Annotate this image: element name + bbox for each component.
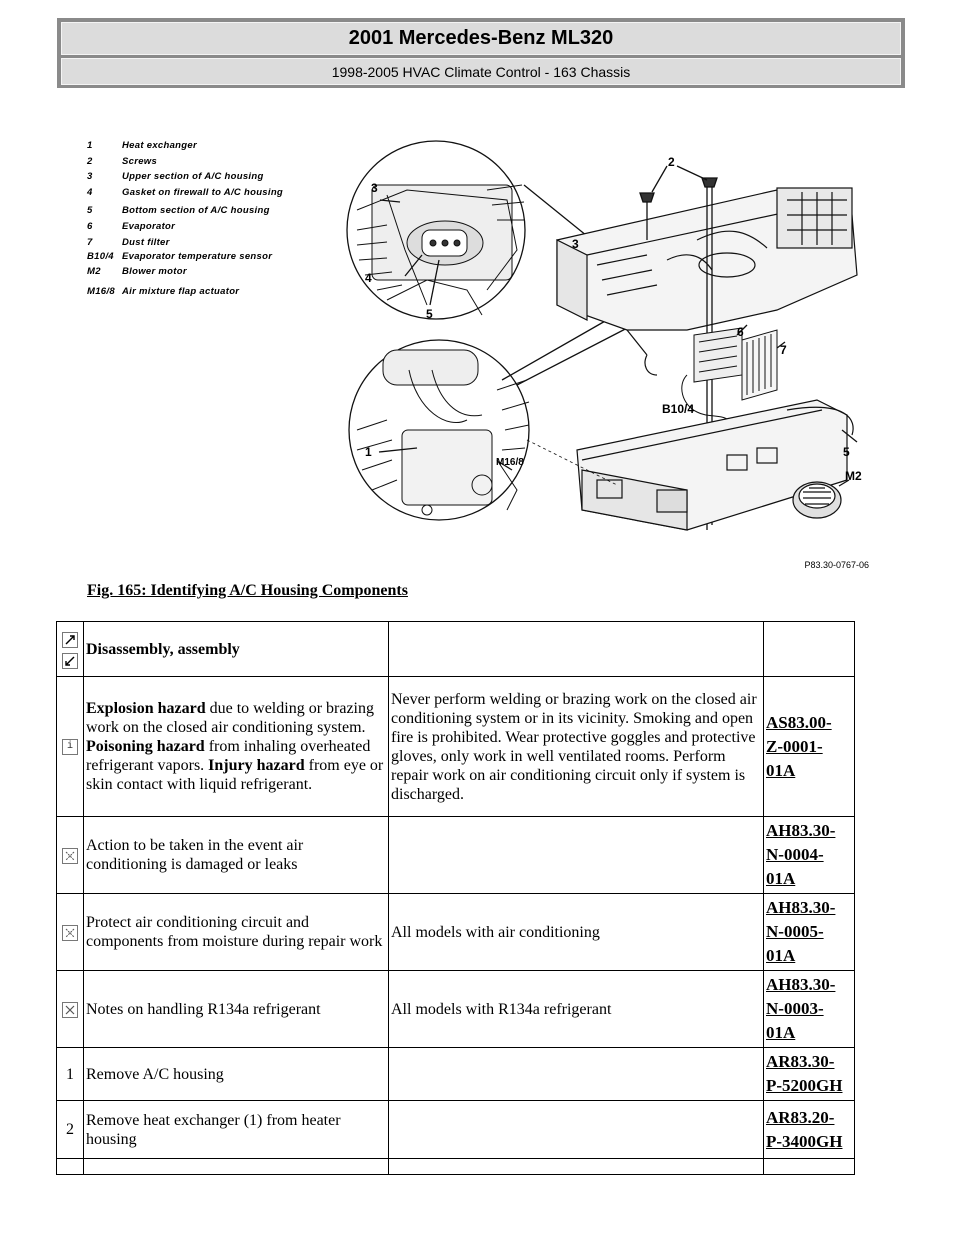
callout-4: 4 bbox=[365, 271, 372, 285]
callout-7: 7 bbox=[780, 343, 787, 357]
step-text: Remove A/C housing bbox=[84, 1048, 389, 1101]
reference-link[interactable]: AH83.30- N-0005- 01A bbox=[764, 894, 855, 971]
document-subtitle: 1998-2005 HVAC Climate Control - 163 Chassis bbox=[61, 58, 901, 85]
note-applies: All models with air conditioning bbox=[389, 894, 764, 971]
callout-b10-4: B10/4 bbox=[662, 402, 695, 416]
reference-link[interactable]: AS83.00- Z-0001- 01A bbox=[764, 677, 855, 817]
figure-reference-code: P83.30-0767-06 bbox=[804, 560, 869, 570]
step-number: 1 bbox=[57, 1048, 84, 1101]
step-number: 2 bbox=[57, 1101, 84, 1159]
document-title: 2001 Mercedes-Benz ML320 bbox=[61, 22, 901, 55]
collapse-arrow-icon[interactable] bbox=[62, 653, 78, 669]
warning-text: Explosion hazard due to welding or brazing work on the closed air conditioning system. Poisoning hazard from inhaling overheated refrigerant vapors. Injury hazard from eye or skin contact with liquid refrigerant. bbox=[84, 677, 389, 817]
expand-arrow-icon[interactable] bbox=[62, 632, 78, 648]
reference-link[interactable]: AH83.30- N-0004- 01A bbox=[764, 817, 855, 894]
table-row bbox=[57, 1159, 855, 1175]
table-header-row bbox=[57, 622, 855, 677]
note-applies: All models with R134a refrigerant bbox=[389, 971, 764, 1048]
step-row bbox=[57, 1048, 855, 1101]
note-text: Action to be taken in the event air conditioning is damaged or leaks bbox=[84, 817, 389, 894]
callout-3-inset: 3 bbox=[371, 181, 378, 195]
callout-6: 6 bbox=[737, 325, 744, 339]
procedure-table bbox=[56, 621, 855, 1175]
warning-instruction: Never perform welding or brazing work on the closed air conditioning system or in its vicinity. Smoking and open fire is prohibited. Wear protective goggles and protective gloves, only work in well ventilated rooms. Perform repair work on air conditioning circuit only if system is discharged. bbox=[389, 677, 764, 817]
note-row bbox=[57, 817, 855, 894]
callout-2: 2 bbox=[668, 155, 675, 169]
callout-1: 1 bbox=[365, 445, 372, 459]
broken-image-icon bbox=[62, 848, 78, 864]
broken-image-icon bbox=[62, 925, 78, 941]
broken-image-icon bbox=[62, 1002, 78, 1018]
note-applies bbox=[389, 817, 764, 894]
step-text: Remove heat exchanger (1) from heater housing bbox=[84, 1101, 389, 1159]
warning-row bbox=[57, 677, 855, 817]
table-heading: Disassembly, assembly bbox=[84, 622, 389, 677]
reference-link[interactable]: AR83.20- P-3400GH bbox=[764, 1101, 855, 1159]
note-text: Protect air conditioning circuit and components from moisture during repair work bbox=[84, 894, 389, 971]
figure-caption: Fig. 165: Identifying A/C Housing Components bbox=[87, 582, 408, 599]
note-row bbox=[57, 894, 855, 971]
info-icon: i bbox=[62, 739, 78, 755]
callout-5: 5 bbox=[843, 445, 850, 459]
callout-3: 3 bbox=[572, 237, 579, 251]
callout-m2: M2 bbox=[845, 469, 862, 483]
reference-link[interactable]: AH83.30- N-0003- 01A bbox=[764, 971, 855, 1048]
expand-collapse-cell bbox=[57, 622, 84, 677]
callout-m16-8: M16/8 bbox=[496, 457, 524, 468]
ac-housing-drawing bbox=[87, 130, 873, 578]
step-row bbox=[57, 1101, 855, 1159]
note-row bbox=[57, 971, 855, 1048]
reference-link[interactable]: AR83.30- P-5200GH bbox=[764, 1048, 855, 1101]
note-text: Notes on handling R134a refrigerant bbox=[84, 971, 389, 1048]
ac-housing-figure: 1 Heat exchanger 2 Screws 3 Upper section of A/C housing 4 Gasket on firewall to A/C housing 5 Bottom section of A/C housing 6 Evaporator 7 Dust filter B10/4 Evaporator temperature sensor M2 Blower motor M16/8 Air mixture flap actuator 3 4 5 2 3 6 7 B10/4 5 M2 1 M16/8 P83.30-0767-06 bbox=[87, 130, 873, 578]
callout-5-inset: 5 bbox=[426, 307, 433, 321]
document-header bbox=[57, 18, 905, 88]
